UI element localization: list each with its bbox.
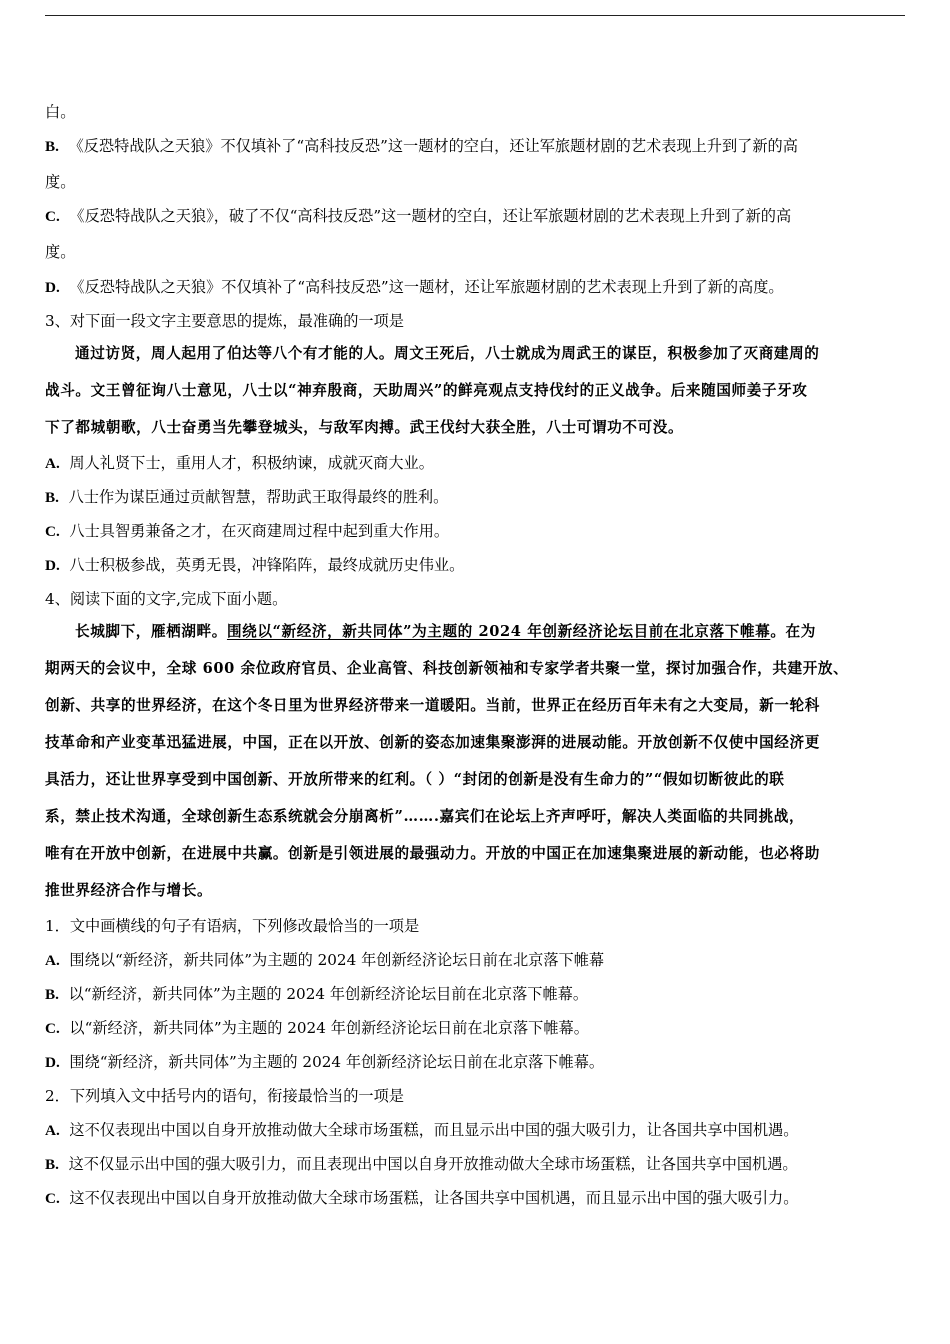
passage-line: 系，禁止技术沟通，全球创新生态系统就会分崩离析”…….嘉宾们在论坛上齐声呼吁，解决人类面临的共同挑战，: [45, 808, 805, 825]
option-b: B. 《反恐特战队之天狼》不仅填补了“高科技反恐”这一题材的空白，还让军旅题材剧的艺术表现上升到了新的高: [45, 137, 798, 155]
passage-line: 下了都城朝歌，八士奋勇当先攀登城头，与敌军肉搏。武王伐纣大获全胜，八士可谓功不可没。: [45, 419, 684, 436]
passage-line: 通过访贤，周人起用了伯达等八个有才能的人。周文王死后，八士就成为周武王的谋臣，积极参加了灭商建周的: [75, 345, 820, 362]
passage-line: 长城脚下，雁栖湖畔。围绕以“新经济，新共同体”为主题的 2024 年创新经济论坛目前在北京落下帷幕。在为: [75, 623, 816, 640]
option-c: C. 八士具智勇兼备之才，在灭商建周过程中起到重大作用。: [45, 522, 450, 540]
option-a: A. 周人礼贤下士，重用人才，积极纳谏，成就灭商大业。: [45, 454, 434, 472]
option-d: D. 围绕“新经济，新共同体”为主题的 2024 年创新经济论坛日前在北京落下帷幕。: [45, 1053, 605, 1071]
sub-question-2: 2．下列填入文中括号内的语句，衔接最恰当的一项是: [45, 1087, 404, 1105]
text-line: 度。: [45, 243, 76, 261]
passage-line: 推世界经济合作与增长。: [45, 882, 213, 899]
option-c: C. 《反恐特战队之天狼》，破了不仅“高科技反恐”这一题材的空白，还让军旅题材剧的艺术表现上升到了新的高: [45, 207, 792, 225]
option-d: D. 八士积极参战，英勇无畏，冲锋陷阵，最终成就历史伟业。: [45, 556, 465, 574]
sub-question-1: 1．文中画横线的句子有语病，下列修改最恰当的一项是: [45, 917, 420, 935]
text-line: 度。: [45, 173, 76, 191]
passage-line: 战斗。文王曾征询八士意见，八士以“神弃殷商，天助周兴”的鲜亮观点支持伐纣的正义战争。后来随国师姜子牙攻: [45, 382, 808, 399]
option-a: A. 围绕以“新经济，新共同体”为主题的 2024 年创新经济论坛日前在北京落下帷幕: [45, 951, 605, 969]
option-b: B. 八士作为谋臣通过贡献智慧，帮助武王取得最终的胜利。: [45, 488, 449, 506]
passage-line: 期两天的会议中，全球 600 余位政府官员、企业高管、科技创新领袖和专家学者共聚一堂，探讨加强合作，共建开放、: [45, 660, 849, 677]
passage-line: 技革命和产业变革迅猛进展，中国，正在以开放、创新的姿态加速集聚澎湃的进展动能。开放创新不仅使中国经济更: [45, 734, 820, 751]
passage-line: 创新、共享的世界经济，在这个冬日里为世界经济带来一道暖阳。当前，世界正在经历百年未有之大变局，新一轮科: [45, 697, 820, 714]
option-b: B. 这不仅显示出中国的强大吸引力，而且表现出中国以自身开放推动做大全球市场蛋糕，让各国共享中国机遇。: [45, 1155, 798, 1173]
question-3: 3、对下面一段文字主要意思的提炼，最准确的一项是: [45, 312, 404, 330]
header-rule: [45, 15, 905, 16]
underlined-sentence: 围绕以“新经济，新共同体”为主题的 2024 年创新经济论坛目前在北京落下帷幕: [226, 623, 771, 640]
text-line: 白。: [45, 103, 76, 121]
question-4: 4、阅读下面的文字,完成下面小题。: [45, 590, 288, 608]
passage-line: 具活力，还让世界享受到中国创新、开放所带来的红利。（ ）“封闭的创新是没有生命力的”“假如切断彼此的联: [45, 771, 785, 788]
option-d: D. 《反恐特战队之天狼》不仅填补了“高科技反恐”这一题材，还让军旅题材剧的艺术表现上升到了新的高度。: [45, 278, 784, 296]
option-a: A. 这不仅表现出中国以自身开放推动做大全球市场蛋糕，而且显示出中国的强大吸引力，让各国共享中国机遇。: [45, 1121, 799, 1139]
option-c: C. 这不仅表现出中国以自身开放推动做大全球市场蛋糕，让各国共享中国机遇，而且显示出中国的强大吸引力。: [45, 1189, 799, 1207]
option-b: B. 以“新经济，新共同体”为主题的 2024 年创新经济论坛目前在北京落下帷幕。: [45, 985, 589, 1003]
option-c: C. 以“新经济，新共同体”为主题的 2024 年创新经济论坛日前在北京落下帷幕。: [45, 1019, 589, 1037]
passage-line: 唯有在开放中创新，在进展中共赢。创新是引领进展的最强动力。开放的中国正在加速集聚进展的新动能，也必将助: [45, 845, 820, 862]
